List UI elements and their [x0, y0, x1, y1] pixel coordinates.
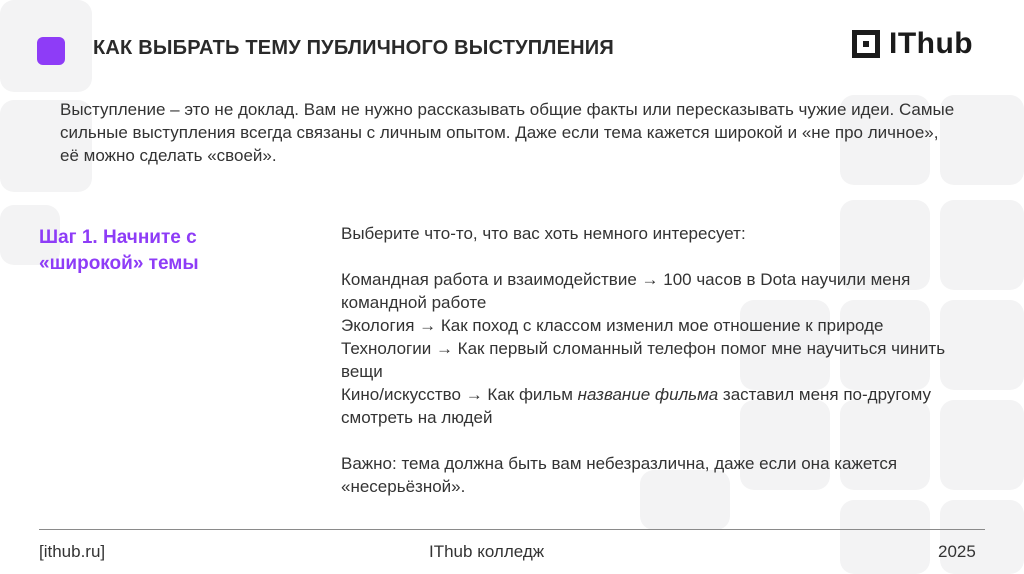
logo-text: IThub [889, 27, 974, 60]
example-item [341, 383, 961, 429]
step-title: Шаг 1. Начните с «широкой» темы [39, 227, 199, 274]
example-item: Технологии → Как первый сломанный телефон помог мне научиться чинить вещи [341, 339, 946, 381]
step-content [341, 222, 961, 498]
ithub-logo [852, 27, 973, 61]
footer-year: 2025 [938, 542, 976, 561]
content-lead: Выберите что-то, что вас хоть немного интересует: [341, 224, 746, 243]
example-item: Экология → Как поход с классом изменил мое отношение к природе [341, 316, 884, 335]
example-text-before: Кино/искусство → Как фильм [341, 385, 578, 404]
example-film-title: название фильма [577, 385, 719, 404]
footer-college-name: IThub колледж [429, 542, 545, 561]
intro-paragraph: Выступление – это не доклад. Вам не нужно рассказывать общие факты или пересказывать чужие идеи. Самые сильные выступления всегда связаны с личным опытом. Даже если тема кажется широкой и «не про личное», её можно сделать «своей». [60, 100, 955, 165]
accent-square [37, 37, 65, 65]
page-title: КАК ВЫБРАТЬ ТЕМУ ПУБЛИЧНОГО ВЫСТУПЛЕНИЯ [93, 37, 614, 59]
example-text-after: заставил меня по-другому смотреть на людей [341, 385, 932, 427]
footer-divider [39, 529, 985, 530]
logo-square-icon [852, 30, 880, 58]
background-tile [940, 500, 1024, 574]
background-tile [840, 500, 930, 574]
example-item: Командная работа и взаимодействие → 100 часов в Dota научили меня командной работе [341, 270, 911, 312]
footer-site-link[interactable]: [ithub.ru] [39, 542, 106, 561]
important-note: Важно: тема должна быть вам небезразлична, даже если она кажется «несерьёзной». [341, 454, 898, 496]
